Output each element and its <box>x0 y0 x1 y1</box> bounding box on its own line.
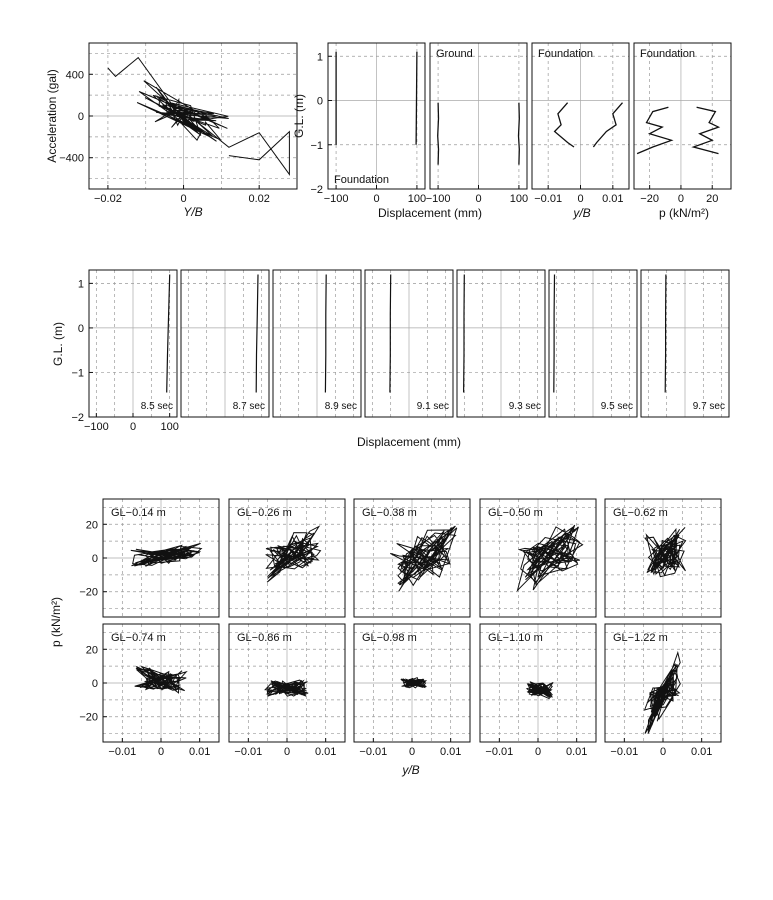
profile-3-series-1 <box>555 103 574 147</box>
snapshot-3-series-line <box>325 275 326 393</box>
pressure-1-series-line <box>131 543 202 566</box>
profile-4-series-2 <box>694 107 719 153</box>
profile-4-series-1 <box>637 107 671 153</box>
snapshot-3-label: 8.9 sec <box>324 401 357 412</box>
profile-1-ytick-label: 0 <box>316 95 323 108</box>
pressure-9-series-line <box>527 682 553 699</box>
snapshot-6-label: 9.5 sec <box>600 401 633 412</box>
snapshot-5-label: 9.3 sec <box>508 401 541 412</box>
profile-1-xtick-label: 0 <box>373 193 380 205</box>
snapshot-y-axis-label: G.L. (m) <box>51 322 65 366</box>
pressure-x-axis-label: y/B <box>402 763 420 777</box>
pressure-3-series-line <box>390 526 457 591</box>
pressure-6-series-line <box>135 667 187 693</box>
pressure-5-series-line <box>645 527 686 576</box>
profile-3-label: Foundation <box>538 48 594 60</box>
pressure-9-xtick-label: 0 <box>534 746 542 758</box>
pressure-6-ytick-label: −20 <box>79 711 98 724</box>
accel-ytick-label: 0 <box>77 111 84 123</box>
snapshot-2-series-line <box>256 275 258 393</box>
accel-xtick-label: 0.02 <box>248 193 270 205</box>
profile-1-ytick-label: −2 <box>310 184 323 196</box>
profile-4-xtick-label: 0 <box>677 193 684 205</box>
profile-1-series-2 <box>416 52 417 145</box>
profile-2-series-1 <box>438 103 439 165</box>
snapshot-1-xtick-label: 100 <box>160 421 179 433</box>
pressure-1-ytick-label: 0 <box>91 553 98 565</box>
snapshot-1-xtick-label: 0 <box>129 421 137 433</box>
pressure-4-label: GL−0.50 m <box>488 507 543 519</box>
pressure-8-label: GL−0.98 m <box>362 632 417 644</box>
pressure-7-label: GL−0.86 m <box>237 632 292 644</box>
pressure-6-xtick-label: −0.01 <box>108 746 137 758</box>
pressure-10-series-line <box>645 653 681 734</box>
profile-1-ytick-label: 1 <box>316 51 323 64</box>
profile-3-xtick-label: 0 <box>577 193 584 205</box>
pressure-8-xtick-label: 0.01 <box>439 746 462 758</box>
pressure-10-xtick-label: −0.01 <box>610 746 639 758</box>
profile-4-xtick-label: 20 <box>706 193 719 205</box>
snapshot-4-series-line <box>390 275 391 393</box>
pressure-3-label: GL−0.38 m <box>362 507 417 519</box>
pressure-6-xtick-label: 0 <box>157 746 165 758</box>
pressure-1-ytick-label: −20 <box>79 586 98 599</box>
profile-1-xtick-label: −100 <box>323 193 349 205</box>
pressure-10-xtick-label: 0 <box>659 746 667 758</box>
pressure-2-series-line <box>266 527 321 583</box>
snapshot-x-axis-label: Displacement (mm) <box>356 435 462 449</box>
pressure-2-label: GL−0.26 m <box>237 507 292 519</box>
profile-1-xtick-label: 100 <box>407 193 427 205</box>
pressure-1-label: GL−0.14 m <box>111 507 166 519</box>
profile-x-axis-label-pressure: p (kN/m²) <box>659 206 709 220</box>
snapshot-1-ytick-label: 1 <box>77 278 84 291</box>
pressure-6-ytick-label: 20 <box>85 644 98 657</box>
profile-3-series-2 <box>593 103 622 147</box>
pressure-7-xtick-label: 0.01 <box>314 746 337 758</box>
snapshot-1-ytick-label: −1 <box>71 367 84 380</box>
snapshot-1-ytick-label: 0 <box>77 322 84 335</box>
accel-ytick-label: −400 <box>59 152 84 165</box>
accel-xtick-label: −0.02 <box>93 193 122 205</box>
pressure-10-label: GL−1.22 m <box>613 632 668 644</box>
pressure-7-xtick-label: −0.01 <box>234 746 263 758</box>
accel-ytick-label: 400 <box>65 69 84 82</box>
pressure-5-label: GL−0.62 m <box>613 507 668 519</box>
pressure-8-xtick-label: 0 <box>408 746 416 758</box>
profile-3-xtick-label: −0.01 <box>534 193 563 205</box>
profile-x-axis-label-yb: y/B <box>573 206 591 220</box>
profile-4-xtick-label: −20 <box>640 193 659 205</box>
profile-2-series-2 <box>519 103 520 165</box>
profile-y-axis-label: G.L. (m) <box>292 94 306 138</box>
accel-x-axis-label: Y/B <box>183 205 203 219</box>
snapshot-2-label: 8.7 sec <box>232 401 265 412</box>
snapshot-6-series-line <box>554 275 555 393</box>
pressure-9-xtick-label: 0.01 <box>565 746 588 758</box>
snapshot-4-label: 9.1 sec <box>416 401 449 412</box>
profile-2-xtick-label: 100 <box>509 193 529 205</box>
pressure-7-xtick-label: 0 <box>283 746 291 758</box>
accel-xtick-label: 0 <box>180 193 187 205</box>
pressure-9-xtick-label: −0.01 <box>485 746 514 758</box>
snapshot-1-label: 8.5 sec <box>140 401 173 412</box>
pressure-6-label: GL−0.74 m <box>111 632 166 644</box>
pressure-9-label: GL−1.10 m <box>488 632 543 644</box>
profile-3-xtick-label: 0.01 <box>602 193 624 205</box>
snapshot-7-series-line <box>665 275 666 393</box>
profile-4-label: Foundation <box>640 48 696 60</box>
pressure-y-axis-label: p (kN/m²) <box>49 597 63 647</box>
accel-y-axis-label: Acceleration (gal) <box>45 69 59 163</box>
pressure-8-xtick-label: −0.01 <box>359 746 388 758</box>
pressure-6-ytick-label: 0 <box>91 678 98 690</box>
snapshot-1-ytick-label: −2 <box>71 412 84 424</box>
profile-4-frame <box>634 43 731 189</box>
pressure-10-xtick-label: 0.01 <box>690 746 713 758</box>
profile-1-ytick-label: −1 <box>310 139 323 152</box>
snapshot-5-series-line <box>464 275 465 393</box>
profile-2-xtick-label: 0 <box>475 193 482 205</box>
profile-1-label: Foundation <box>334 174 390 186</box>
pressure-6-xtick-label: 0.01 <box>188 746 211 758</box>
pressure-1-ytick-label: 20 <box>85 519 98 532</box>
profile-2-xtick-label: −100 <box>425 193 451 205</box>
snapshot-1-series-line <box>167 275 170 393</box>
profile-x-axis-label-displacement: Displacement (mm) <box>377 206 483 220</box>
snapshot-7-label: 9.7 sec <box>692 401 725 412</box>
profile-2-label: Ground <box>436 48 473 60</box>
snapshot-1-xtick-label: −100 <box>83 421 109 433</box>
